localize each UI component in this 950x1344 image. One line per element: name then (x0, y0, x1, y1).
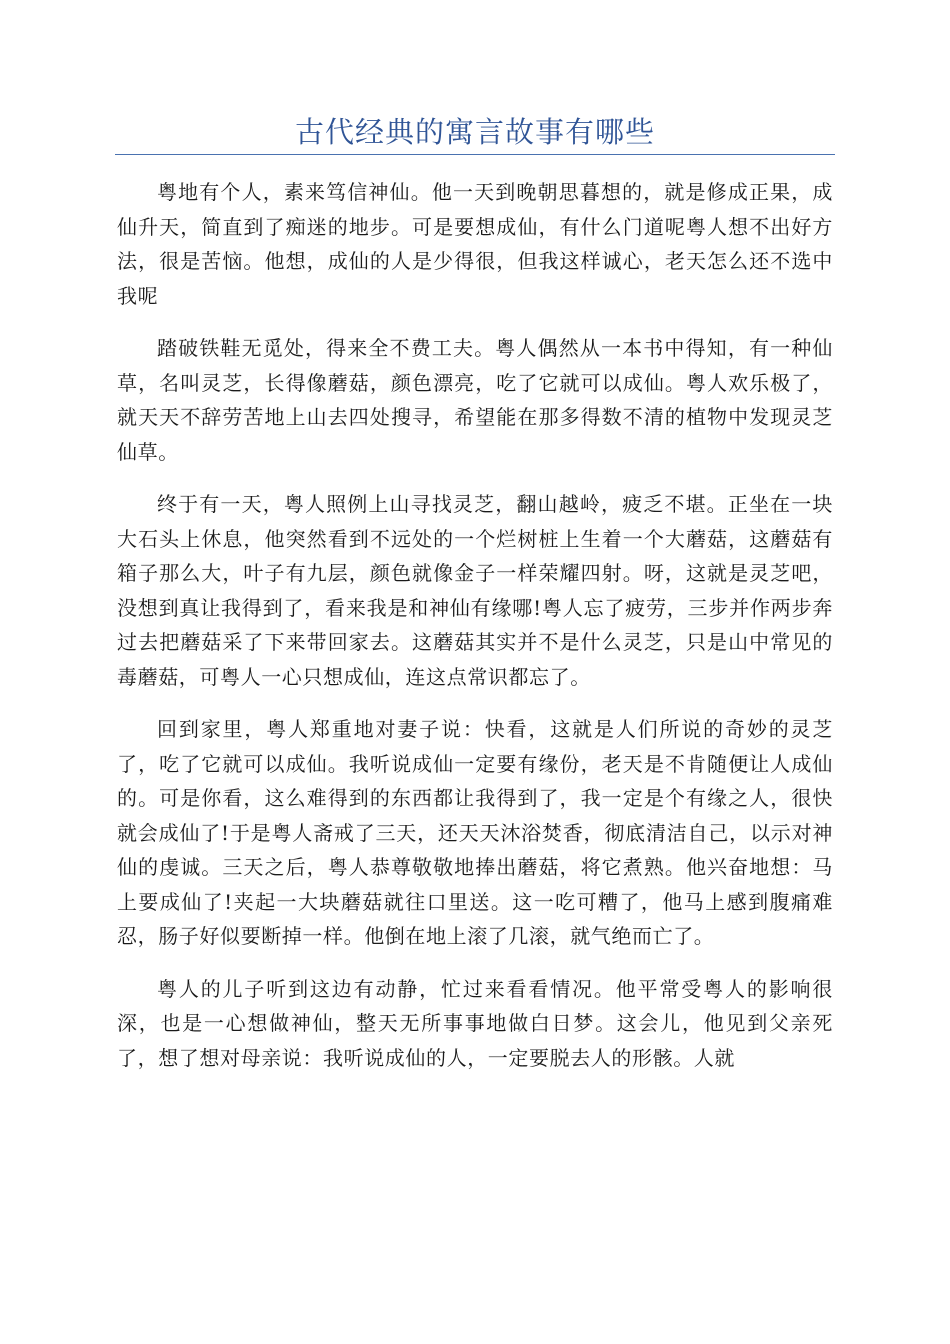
title-underline (115, 154, 835, 155)
paragraph-3: 终于有一天，粤人照例上山寻找灵芝，翻山越岭，疲乏不堪。正坐在一块大石头上休息，他突然看到不远处的一个烂树桩上生着一个大蘑菇，这蘑菇有箱子那么大，叶子有九层，颜色就像金子一样荣耀四射。呀，这就是灵芝吧，没想到真让我得到了，看来我是和神仙有缘哪!粤人忘了疲劳，三步并作两步奔过去把蘑菇采了下来带回家去。这蘑菇其实并不是什么灵芝，只是山中常见的毒蘑菇，可粤人一心只想成仙，连这点常识都忘了。 (117, 492, 833, 689)
paragraph-1: 粤地有个人，素来笃信神仙。他一天到晚朝思暮想的，就是修成正果，成仙升天，简直到了痴迷的地步。可是要想成仙，有什么门道呢粤人想不出好方法，很是苦恼。他想，成仙的人是少得很，但我这样诚心，老天怎么还不选中我呢 (117, 180, 833, 308)
document-body (117, 175, 833, 1093)
document-title: 古代经典的寓言故事有哪些 (294, 115, 655, 149)
paragraph-2: 踏破铁鞋无觅处，得来全不费工夫。粤人偶然从一本书中得知，有一种仙草，名叫灵芝，长得像蘑菇，颜色漂亮，吃了它就可以成仙。粤人欢乐极了，就天天不辞劳苦地上山去四处搜寻，希望能在那多得数不清的植物中发现灵芝仙草。 (117, 336, 833, 464)
paragraph-4: 回到家里，粤人郑重地对妻子说：快看，这就是人们所说的奇妙的灵芝了，吃了它就可以成仙。我听说成仙一定要有缘份，老天是不肯随便让人成仙的。可是你看，这么难得到的东西都让我得到了，我一定是个有缘之人，很快就会成仙了!于是粤人斋戒了三天，还天天沐浴焚香，彻底清洁自己，以示对神仙的虔诚。三天之后，粤人恭尊敬敬地捧出蘑菇，将它煮熟。他兴奋地想：马上要成仙了!夹起一大块蘑菇就往口里送。这一吃可糟了，他马上感到腹痛难忍，肠子好似要断掉一样。他倒在地上滚了几滚，就气绝而亡了。 (117, 717, 833, 948)
paragraph-5: 粤人的儿子听到这边有动静，忙过来看看情况。他平常受粤人的影响很深，也是一心想做神仙，整天无所事事地做白日梦。这会儿，他见到父亲死了，想了想对母亲说：我听说成仙的人，一定要脱去人的形骸。人就 (117, 976, 833, 1070)
